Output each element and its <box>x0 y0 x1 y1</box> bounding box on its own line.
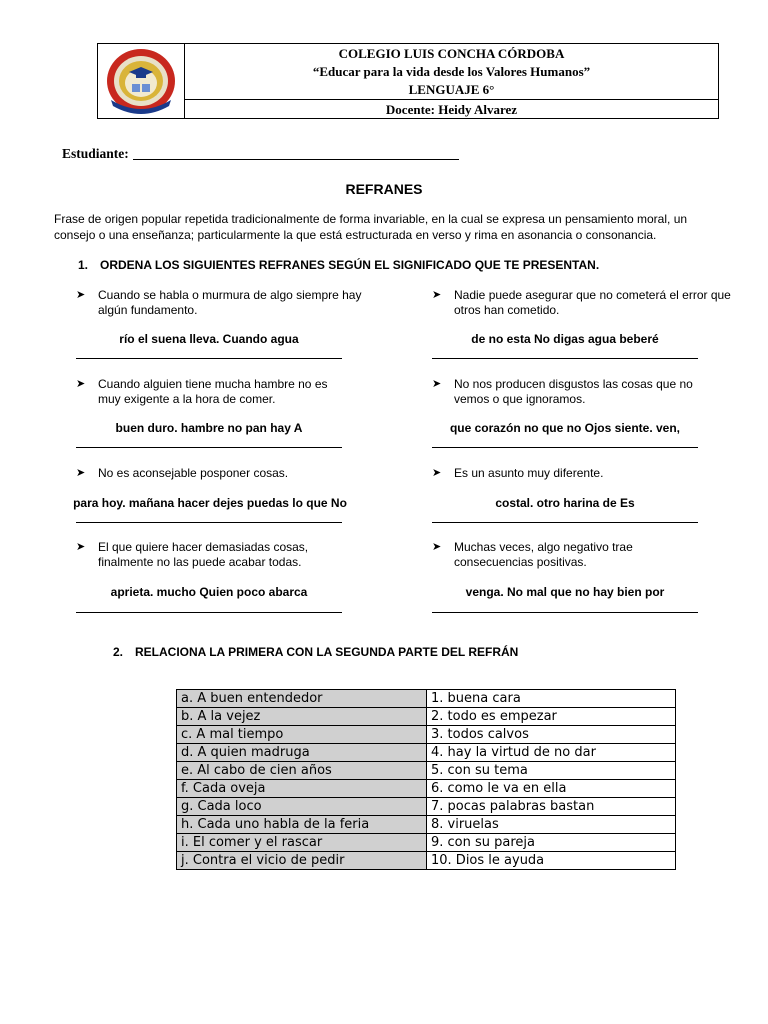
student-field <box>62 146 129 162</box>
second-part-cell: 7. pocas palabras bastan <box>427 798 676 816</box>
school-motto: “Educar para la vida desde los Valores Humanos” <box>312 64 591 79</box>
arrow-bullet-icon: ➤ <box>432 467 442 479</box>
proverb-meaning: Muchas veces, algo negativo trae consecuencias positivas. <box>454 540 633 569</box>
proverb-meaning: El que quiere hacer demasiadas cosas, finalmente no las puede acabar todas. <box>98 540 309 569</box>
arrow-bullet-icon: ➤ <box>432 289 442 301</box>
scrambled-words: que corazón no que no Ojos siente. ven, <box>449 421 681 435</box>
scrambled-words: venga. No mal que no hay bien por <box>465 585 665 599</box>
answer-line[interactable] <box>76 358 342 359</box>
matching-table <box>176 689 676 870</box>
second-part-cell: 6. como le va en ella <box>427 780 676 798</box>
answer-line[interactable] <box>432 358 698 359</box>
student-label: Estudiante: <box>62 146 129 161</box>
question-2-text: RELACIONA LA PRIMERA CON LA SEGUNDA PARTE DEL REFRÁN <box>135 645 519 659</box>
school-logo <box>103 46 179 116</box>
proverb-meaning: No nos producen disgustos las cosas que no vemos o que ignoramos. <box>454 377 693 406</box>
table-row <box>177 780 676 798</box>
proverb-meaning: Es un asunto muy diferente. <box>454 466 604 480</box>
first-part-cell: i. El comer y el rascar <box>177 834 427 852</box>
table-row <box>177 744 676 762</box>
first-part-cell: h. Cada uno habla de la feria <box>177 816 427 834</box>
first-part-cell: j. Contra el vicio de pedir <box>177 852 427 870</box>
student-name-line[interactable] <box>133 159 459 160</box>
second-part-cell: 5. con su tema <box>427 762 676 780</box>
question-2 <box>113 645 518 659</box>
proverb-meaning: Cuando se habla o murmura de algo siempre hay algún fundamento. <box>98 288 362 317</box>
teacher: Docente: Heidy Alvarez <box>385 102 518 117</box>
first-part-cell: b. A la vejez <box>177 708 427 726</box>
arrow-bullet-icon: ➤ <box>76 467 86 479</box>
arrow-bullet-icon: ➤ <box>76 541 86 553</box>
first-part-cell: f. Cada oveja <box>177 780 427 798</box>
arrow-bullet-icon: ➤ <box>432 378 442 390</box>
table-row <box>177 726 676 744</box>
answer-line[interactable] <box>432 447 698 448</box>
page-title: REFRANES <box>345 181 423 197</box>
table-row <box>177 816 676 834</box>
second-part-cell: 8. viruelas <box>427 816 676 834</box>
school-name: COLEGIO LUIS CONCHA CÓRDOBA <box>338 46 565 61</box>
arrow-bullet-icon: ➤ <box>432 541 442 553</box>
scrambled-words: costal. otro harina de Es <box>495 496 635 510</box>
second-part-cell: 10. Dios le ayuda <box>427 852 676 870</box>
answer-line[interactable] <box>76 447 342 448</box>
scrambled-words: para hoy. mañana hacer dejes puedas lo que No <box>73 496 347 510</box>
second-part-cell: 3. todos calvos <box>427 726 676 744</box>
table-row <box>177 798 676 816</box>
first-part-cell: a. A buen entendedor <box>177 690 427 708</box>
question-2-number: 2. <box>113 645 124 659</box>
header-info <box>185 44 718 118</box>
answer-line[interactable] <box>76 612 342 613</box>
proverb-meaning: No es aconsejable posponer cosas. <box>98 466 289 480</box>
logo-cell <box>98 44 185 118</box>
second-part-cell: 9. con su pareja <box>427 834 676 852</box>
arrow-bullet-icon: ➤ <box>76 289 86 301</box>
table-row <box>177 762 676 780</box>
scrambled-words: de no esta No digas agua beberé <box>471 332 659 346</box>
scrambled-words: río el suena lleva. Cuando agua <box>119 332 299 346</box>
first-part-cell: g. Cada loco <box>177 798 427 816</box>
question-1-text: ORDENA LOS SIGUIENTES REFRANES SEGÚN EL SIGNIFICADO QUE TE PRESENTAN. <box>100 258 600 272</box>
second-part-cell: 1. buena cara <box>427 690 676 708</box>
proverb-meaning: Cuando alguien tiene mucha hambre no es muy exigente a la hora de comer. <box>98 377 328 406</box>
table-row <box>177 834 676 852</box>
arrow-bullet-icon: ➤ <box>76 378 86 390</box>
second-part-cell: 2. todo es empezar <box>427 708 676 726</box>
scrambled-words: buen duro. hambre no pan hay A <box>115 421 303 435</box>
answer-line[interactable] <box>432 612 698 613</box>
first-part-cell: c. A mal tiempo <box>177 726 427 744</box>
header-box <box>97 43 719 119</box>
table-row <box>177 708 676 726</box>
answer-line[interactable] <box>76 522 342 523</box>
table-row <box>177 690 676 708</box>
question-1 <box>78 258 599 272</box>
proverb-meaning: Nadie puede asegurar que no cometerá el error que otros han cometido. <box>454 288 731 317</box>
second-part-cell: 4. hay la virtud de no dar <box>427 744 676 762</box>
question-1-number: 1. <box>78 258 89 272</box>
subject: LENGUAJE 6° <box>408 82 495 97</box>
intro-paragraph: Frase de origen popular repetida tradicionalmente de forma invariable, en la cual se expresa un pensamiento moral, un consejo o una enseñanza; particularmente la que está estructurada en verso y rima en asonancia o consonancia. <box>54 212 688 242</box>
first-part-cell: e. Al cabo de cien años <box>177 762 427 780</box>
answer-line[interactable] <box>432 522 698 523</box>
first-part-cell: d. A quien madruga <box>177 744 427 762</box>
scrambled-words: aprieta. mucho Quien poco abarca <box>110 585 308 599</box>
table-row <box>177 852 676 870</box>
